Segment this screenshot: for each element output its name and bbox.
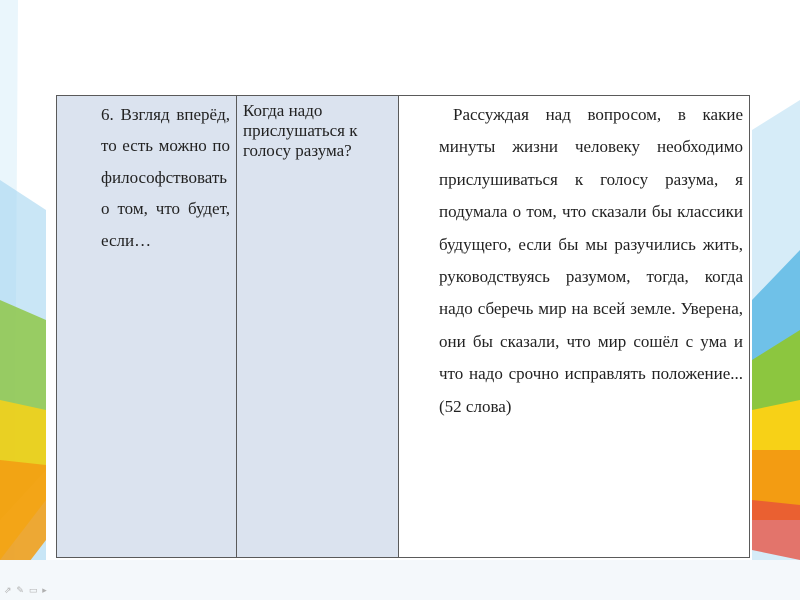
answer-text: Рассуждая над вопросом, в какие минуты жизни человеку необходимо прислушиваться к голосу разума, я подумала о том, что сказали бы классики будущего, если бы мы разучились жить, руководствуясь разумом, тогда, когда надо сберечь мир на всей земле. Уверена, они бы сказали, что мир сошёл с ума и что надо срочно исправлять положение... (52 слова)	[439, 105, 743, 416]
more-icon[interactable]: ▸	[42, 586, 48, 596]
slide-footer-icons	[4, 586, 48, 596]
menu-icon[interactable]: ▭	[28, 586, 39, 596]
table-cell-topic	[57, 96, 237, 557]
table-cell-question	[237, 96, 399, 557]
topic-text: 6. Взгляд вперёд, то есть можно пофилософствовать о том, что будет, если…	[101, 105, 230, 250]
question-text: Когда надо прислушаться к голосу разума?	[243, 101, 358, 160]
content-table	[56, 95, 750, 558]
pen-icon[interactable]: ✎	[16, 586, 25, 596]
pointer-icon[interactable]: ⇗	[4, 586, 13, 596]
table-cell-answer	[399, 96, 749, 557]
